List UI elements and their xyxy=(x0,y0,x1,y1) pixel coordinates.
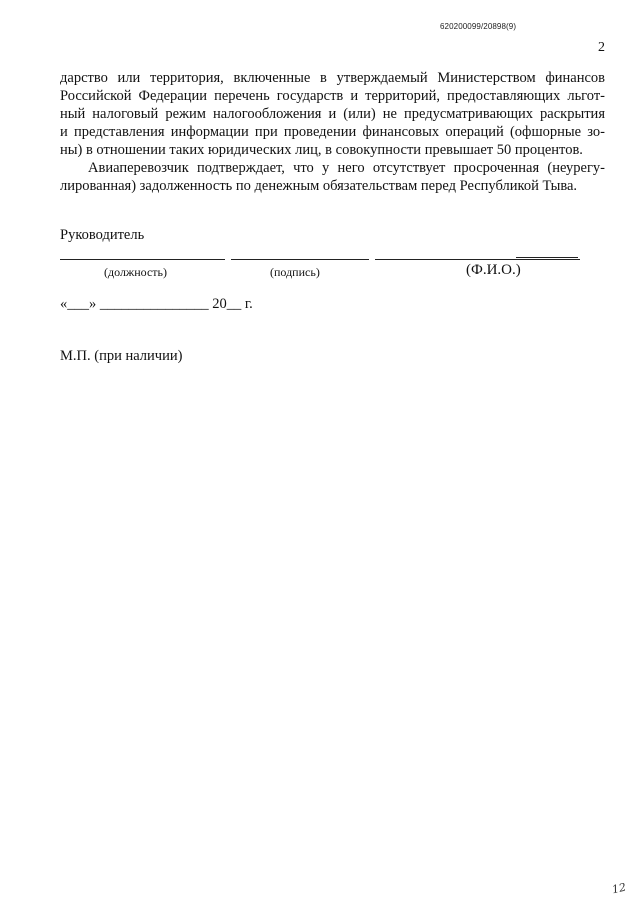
paragraph-line: дарство или территория, включенные в утверждаемый Министерством финансов xyxy=(60,70,605,86)
paragraph-line: Авиаперевозчик подтверждает, что у него отсутствует просроченная (неурегу- xyxy=(88,160,605,176)
fio-line-extension xyxy=(516,257,578,258)
position-line xyxy=(60,259,225,260)
handwritten-page-mark: 12 xyxy=(610,880,628,897)
paragraph-line: лированная) задолженность по денежным обязательствам перед Республикой Тыва. xyxy=(60,178,578,194)
paragraph-line: Российской Федерации перечень государств и территорий, предоставляющих льгот- xyxy=(60,88,605,104)
signatory-title: Руководитель xyxy=(60,227,145,243)
paragraph-line: ный налоговый режим налогообложения и (или) не предусматривающих раскрытия xyxy=(60,106,605,122)
page-number: 2 xyxy=(598,40,605,55)
caption-position: (должность) xyxy=(104,265,167,279)
date-line: «___» _______________ 20__ г. xyxy=(60,296,253,312)
stamp-note: М.П. (при наличии) xyxy=(60,348,183,364)
paragraph-line: ны) в отношении таких юридических лиц, в совокупности превышает 50 процентов. xyxy=(60,142,583,158)
fio-line xyxy=(375,259,580,260)
caption-fio: (Ф.И.О.) xyxy=(466,262,521,278)
caption-signature: (подпись) xyxy=(270,265,320,279)
signature-line xyxy=(231,259,369,260)
paragraph-line: и представления информации при проведении финансовых операций (офшорные зо- xyxy=(60,124,605,140)
document-code: 620200099/20898(9) xyxy=(440,22,517,31)
